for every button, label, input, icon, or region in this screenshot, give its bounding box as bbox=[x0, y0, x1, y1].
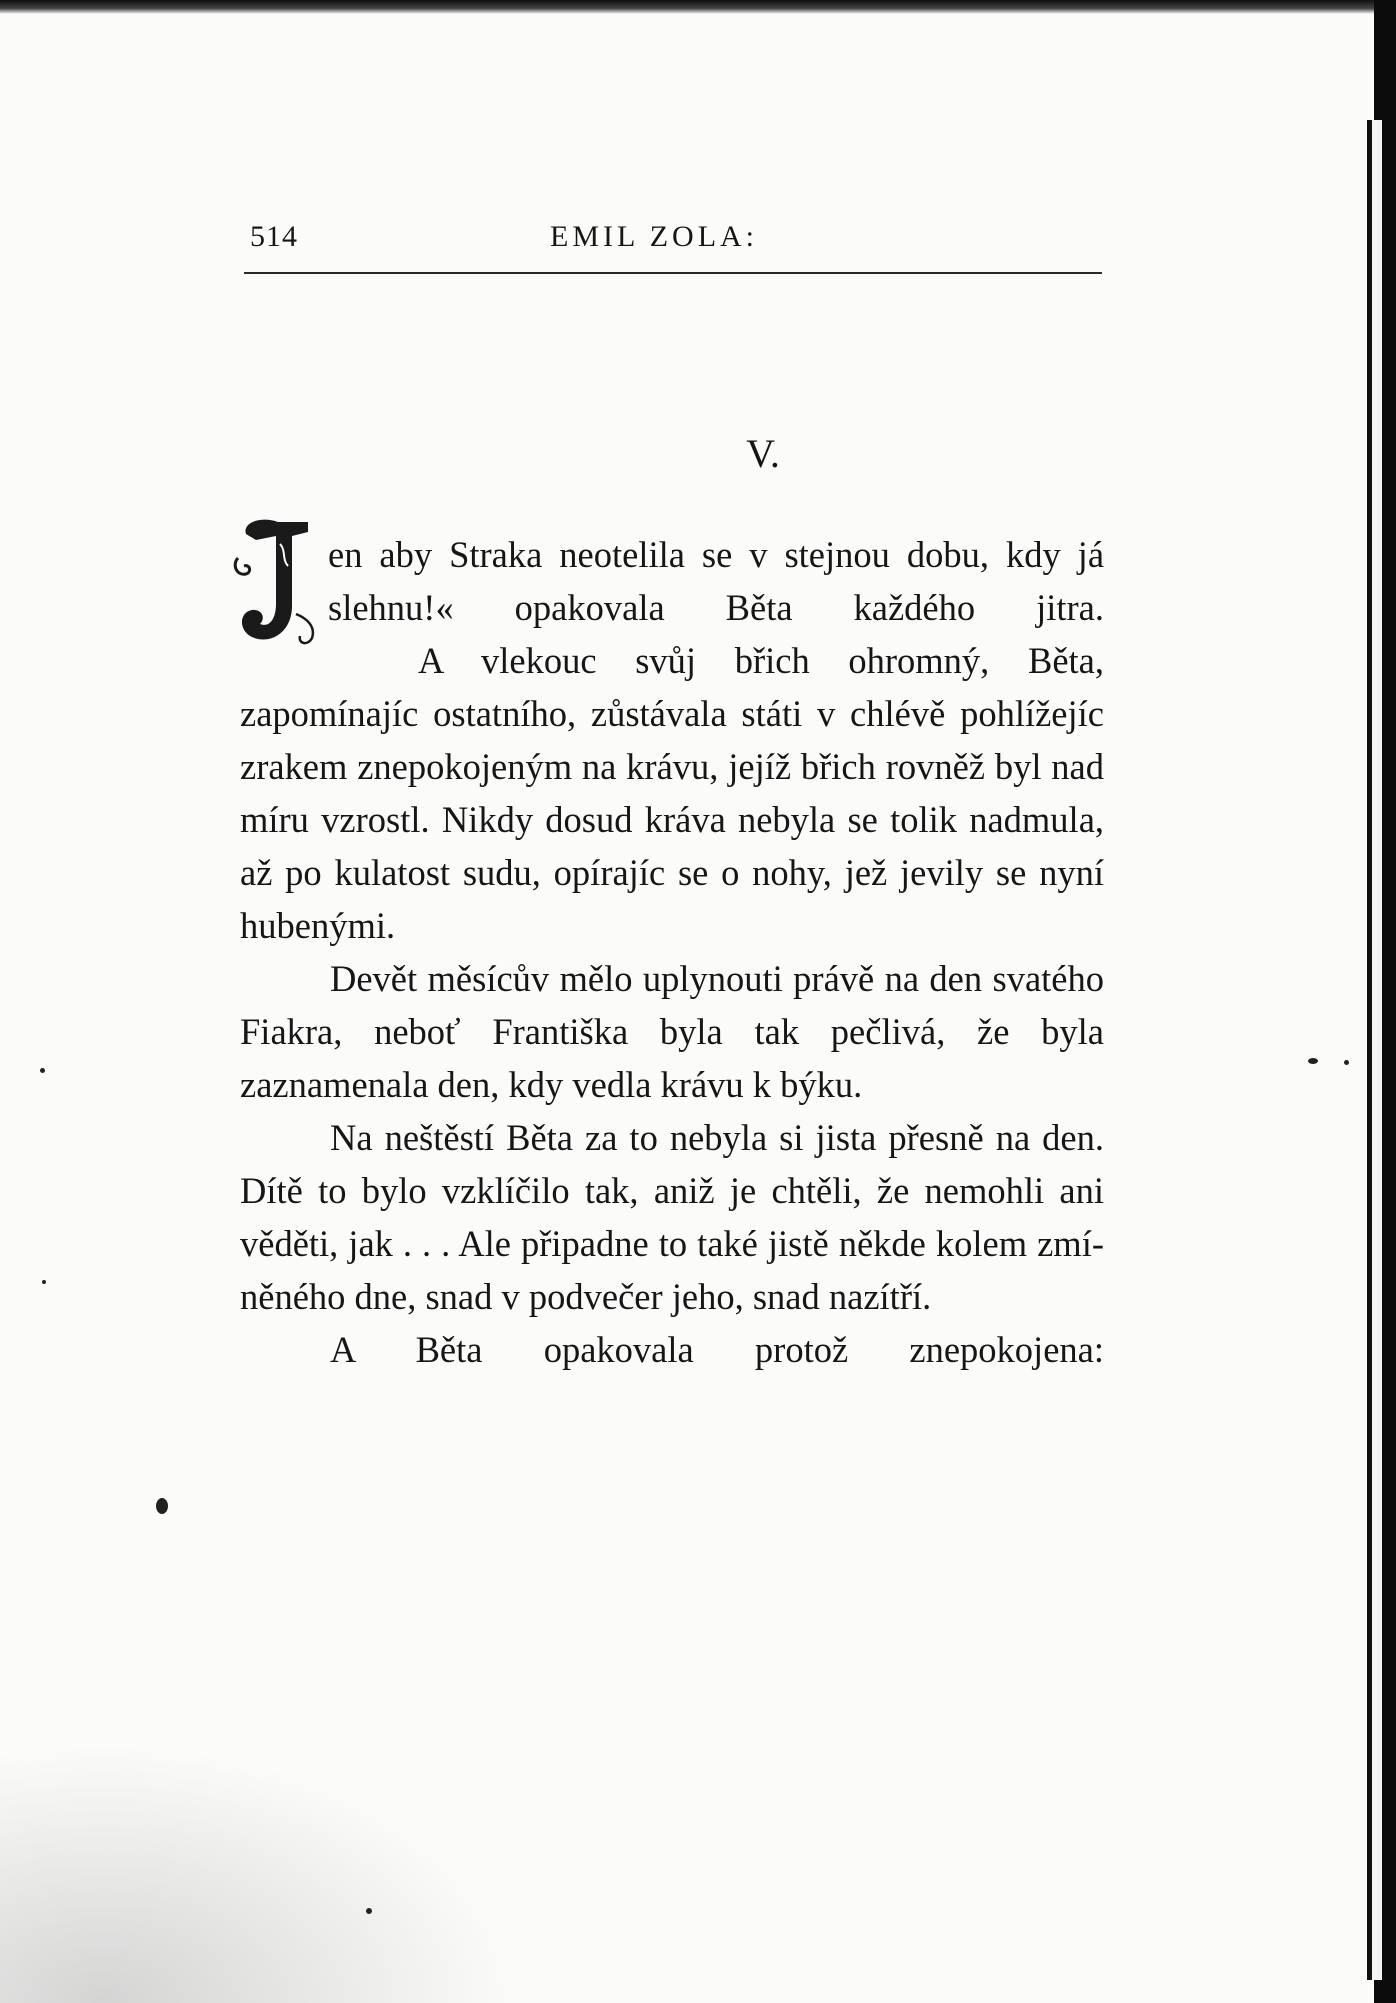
text-line: se nyní hubenými. bbox=[240, 852, 1104, 946]
scan-smudge bbox=[0, 1743, 520, 2003]
scan-speck bbox=[42, 1280, 46, 1284]
text-line: Devět měsícův mělo uplynouti právě bbox=[330, 958, 875, 999]
text-line: pohlížejíc zrakem znepokojeným na krávu, jejíž bbox=[240, 693, 1104, 787]
text-line: na den svatého Fiakra, neboť Františka byla bbox=[240, 958, 1104, 1052]
scan-speck bbox=[366, 1908, 372, 1914]
text-line: kdy já slehnu!« opakovala Běta každého bbox=[328, 534, 1105, 628]
text-line: přesně na den. Dítě to bylo vzklíčilo tak, bbox=[240, 1117, 1104, 1211]
text-line: nazítří. bbox=[828, 1276, 932, 1317]
paragraph-2 bbox=[240, 634, 1104, 952]
text-line: vedla krávu k býku. bbox=[572, 1064, 863, 1105]
header-rule bbox=[244, 272, 1102, 274]
scan-speck bbox=[156, 1498, 168, 1514]
text-line: břich rovněž byl nad míru vzrostl. Nikdy bbox=[240, 746, 1104, 840]
scan-speck bbox=[1308, 1058, 1318, 1064]
running-title: EMIL ZOLA: bbox=[550, 220, 759, 253]
text-line: dosud kráva nebyla se tolik nadmula, až po bbox=[240, 799, 1105, 893]
text-line: A Běta opakovala protož znepokojena: bbox=[330, 1329, 1104, 1370]
chapter-heading: V. bbox=[746, 431, 780, 476]
text-line: tak pečlivá, že byla zaznamenala den, kdy bbox=[240, 1011, 1105, 1105]
body-text bbox=[240, 528, 1104, 1376]
text-line: jitra. bbox=[1036, 587, 1105, 628]
binding-edge bbox=[1367, 120, 1382, 1980]
text-line: Na neštěstí Běta za to nebyla si jista bbox=[330, 1117, 877, 1158]
scan-speck bbox=[40, 1068, 45, 1073]
text-line: aniž je chtěli, že nemohli ani věděti, jak . . . bbox=[240, 1170, 1105, 1264]
text-line: zapomínajíc ostatního, zůstávala státi v chlévě bbox=[240, 693, 946, 734]
ornamental-initial-j bbox=[232, 514, 320, 650]
paragraph-3 bbox=[240, 952, 1104, 1111]
text-line: Ale připadne to také jistě někde kolem zmí- bbox=[458, 1223, 1104, 1264]
paragraph-4 bbox=[240, 1111, 1104, 1323]
page-number: 514 bbox=[250, 220, 298, 253]
text-line: en aby Straka neotelila se v stejnou dobu, bbox=[328, 534, 989, 575]
scan-speck bbox=[1344, 1060, 1349, 1065]
text-line: něného dne, snad v podvečer jeho, snad bbox=[240, 1276, 820, 1317]
page-header bbox=[244, 216, 1102, 256]
text-line: kulatost sudu, opírajíc se o nohy, jež jevily bbox=[334, 852, 984, 893]
text-line: A vlekouc svůj břich ohromný, Běta, bbox=[418, 640, 1104, 681]
paragraph-1 bbox=[240, 528, 1104, 634]
paragraph-5 bbox=[240, 1323, 1104, 1376]
scan-top-border bbox=[0, 0, 1396, 14]
